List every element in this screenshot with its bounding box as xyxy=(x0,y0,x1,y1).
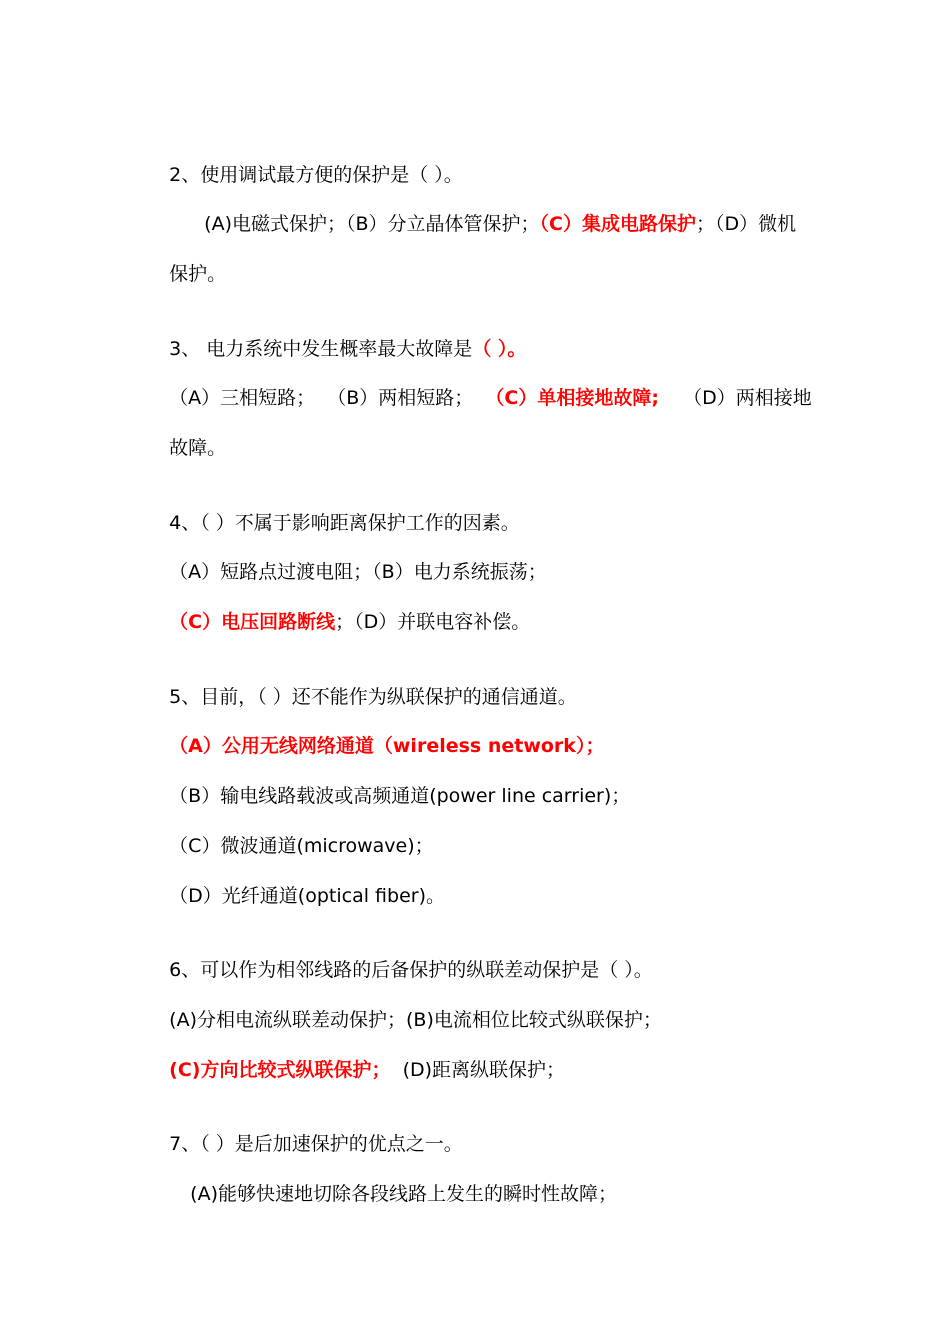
question-6-options-cont xyxy=(145,1034,565,1106)
text-run: (A)分相电流纵联差动保护；(B)电流相位比较式纵联保护； xyxy=(169,1009,662,1031)
text-run: （A）短路点过渡电阻；（B）电力系统振荡； xyxy=(169,561,547,583)
text-run: 3、 电力系统中发生概率最大故障是 xyxy=(169,338,473,360)
question-2-options-cont xyxy=(145,238,226,310)
answer-highlight: （C）单相接地故障; xyxy=(485,387,659,409)
answer-highlight: （C）电压回路断线 xyxy=(169,611,336,633)
answer-highlight: （A）公用无线网络通道（wireless network）； xyxy=(169,735,605,757)
text-run: （B）输电线路载波或高频通道(power line carrier)； xyxy=(169,785,631,807)
text-run: (A)电磁式保护；（B）分立晶体管保护； xyxy=(204,213,540,235)
answer-highlight: (C)方向比较式纵联保护； xyxy=(169,1059,391,1081)
text-run: （D）光纤通道(optical fiber)。 xyxy=(169,885,445,907)
text-run: 5、目前，（ ）还不能作为纵联保护的通信通道。 xyxy=(169,686,577,708)
text-run: （C）微波通道(microwave)； xyxy=(169,835,434,857)
text-run: （A）三相短路； （B）两相短路； xyxy=(169,387,486,409)
question-3-options-cont xyxy=(145,412,226,484)
question-4-options-cont xyxy=(145,586,530,658)
text-run: 6、可以作为相邻线路的后备保护的纵联差动保护是（ ）。 xyxy=(169,959,653,981)
question-2-options xyxy=(180,188,796,260)
question-7-option-a xyxy=(166,1158,617,1230)
text-run: (D)距离纵联保护； xyxy=(390,1059,566,1081)
text-run: （D）两相接地 xyxy=(658,387,812,409)
answer-highlight: （ ）。 xyxy=(472,338,527,360)
text-run: 7、（ ）是后加速保护的优点之一。 xyxy=(169,1133,463,1155)
text-run: (A)能够快速地切除各段线路上发生的瞬时性故障； xyxy=(190,1183,617,1205)
text-run: 故障。 xyxy=(169,437,227,459)
answer-highlight: （C）集成电路保护 xyxy=(539,213,696,235)
question-3-options xyxy=(145,362,812,434)
text-run: 2、使用调试最方便的保护是（ ）。 xyxy=(169,164,463,186)
text-run: 保护。 xyxy=(169,263,227,285)
text-run: 4、（ ）不属于影响距离保护工作的因素。 xyxy=(169,512,520,534)
text-run: ；（D）微机 xyxy=(695,213,797,235)
question-5-option-d xyxy=(145,860,445,932)
text-run: ；（D）并联电容补偿。 xyxy=(335,611,531,633)
